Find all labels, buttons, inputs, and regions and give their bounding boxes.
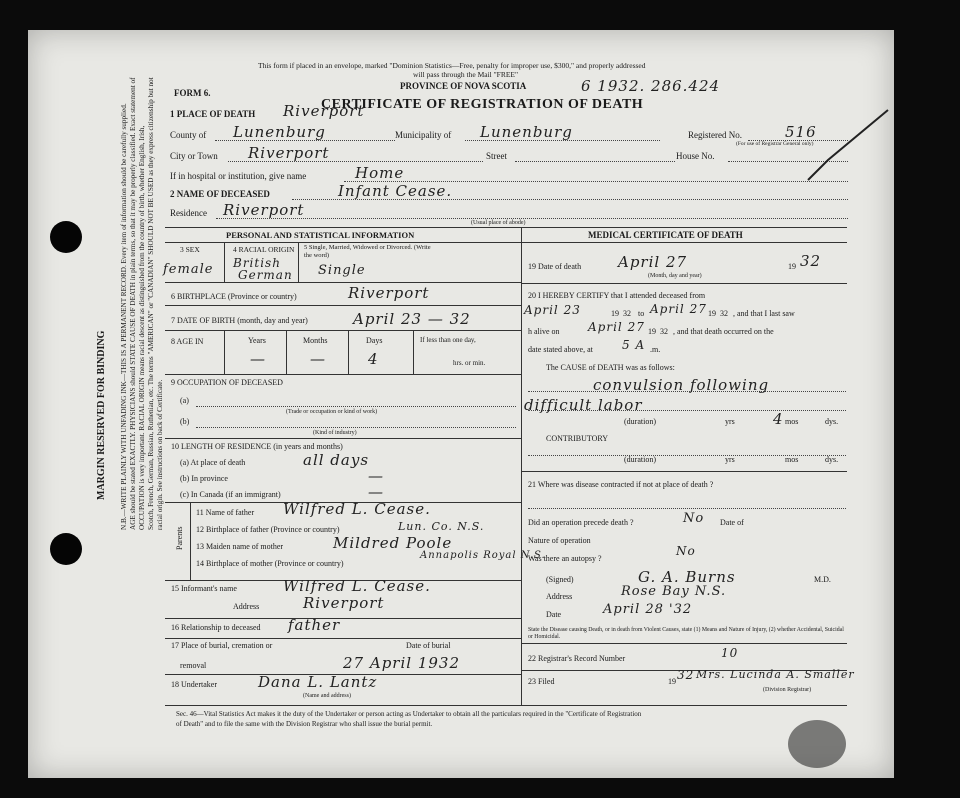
nature-operation-label: Nature of operation [528, 536, 591, 545]
undertaker-note: (Name and address) [303, 693, 351, 699]
instructions-line-2: AGE should be stated EXACTLY. PHYSICIANS should STATE CAUSE OF DEATH in plain terms, so that it may be properly classified. Exact statement of [129, 77, 137, 530]
margin-heading: MARGIN RESERVED FOR BINDING [96, 330, 107, 500]
operation-value: No [683, 511, 705, 526]
attended-to-year: 32 [720, 309, 728, 318]
undertaker-value: Dana L. Lantz [258, 673, 378, 691]
footer-line-2: of Death" and to file the same with the Division Registrar who shall issue the burial permit. [176, 720, 433, 728]
violent-causes-note: State the Disease causing Death, or in death from Violent Causes, state (1) Means and Nature of Injury, (2) whether Accidental, Suicidal or Homicidal. [528, 627, 844, 640]
attended-to-century: 19 [708, 309, 716, 318]
rule [298, 242, 299, 282]
registrar-record-label: 22 Registrar's Record Number [528, 654, 626, 663]
death-occurred-label: , and that death occurred on the [673, 327, 774, 336]
form-number: FORM 6. [174, 88, 211, 98]
residence-value: Riverport [223, 201, 305, 219]
mos-label-2: mos [785, 455, 799, 464]
duration-label-2: (duration) [624, 455, 656, 464]
yrs-label-2: yrs [725, 455, 735, 464]
removal-label: removal [180, 661, 207, 670]
cause-line-2: difficult labor [524, 396, 643, 414]
rule [165, 374, 521, 375]
physician-address-value: Rose Bay N.S. [621, 584, 727, 599]
county-value: Lunenburg [233, 123, 326, 141]
residence-b-label: (b) In province [180, 474, 228, 483]
attended-from-year: 32 [623, 309, 631, 318]
rule [165, 242, 521, 243]
residence-a-value: all days [303, 451, 370, 469]
informant-label: 15 Informant's name [171, 584, 237, 593]
duration-label-1: (duration) [624, 417, 656, 426]
mos-label-1: mos [785, 417, 799, 426]
informant-value: Wilfred L. Cease. [283, 577, 431, 595]
rule [528, 508, 846, 509]
burial-label: 17 Place of burial, cremation or [171, 641, 273, 650]
racial-origin-value-2: German [238, 268, 293, 282]
autopsy-label: Was there an autopsy ? [528, 554, 602, 563]
registered-no-label: Registered No. [688, 130, 742, 140]
rule [348, 330, 349, 374]
father-birthplace-value: Lun. Co. N.S. [398, 520, 485, 533]
center-divider [521, 227, 522, 705]
ink-stamp-smudge [788, 720, 846, 768]
age-label: 8 AGE IN [171, 337, 204, 346]
signed-label: (Signed) [546, 575, 574, 584]
place-of-death-value: Riverport [283, 102, 365, 120]
father-value: Wilfred L. Cease. [283, 500, 431, 518]
rule [196, 427, 516, 428]
days-label: Days [366, 336, 383, 345]
duration-mos-value: 4 [773, 410, 784, 428]
instructions-line-4: Scotch, French, German, Russian, Ruthenian, etc. The terms "AMERICAN" or "CANADIAN" SHOULD NOT BE USED as they express citizenship but not [147, 77, 155, 530]
last-saw-label: , and that I last saw [733, 309, 795, 318]
rule [165, 330, 521, 331]
municipality-value: Lunenburg [480, 123, 573, 141]
rule [521, 643, 847, 644]
mail-notice-line-1: This form if placed in an envelope, marked "Dominion Statistics—Free, penalty for improper use, $300," and properly addressed [258, 61, 646, 70]
rule [165, 618, 521, 619]
residence-c-value: — [368, 483, 384, 501]
age-years: — [250, 350, 266, 368]
father-birthplace-label: 12 Birthplace of father (Province or country) [196, 525, 340, 534]
less-than-day-label: If less than one day, [420, 336, 476, 344]
instructions-line-1: N.B.—WRITE PLAINLY WITH UNFADING INK—THIS IS A PERMANENT RECORD. Every item of information should be carefully supplied. [120, 103, 128, 530]
birthplace-value: Riverport [348, 284, 430, 302]
racial-origin-value: British [233, 256, 281, 270]
relationship-value: father [288, 616, 341, 634]
marital-label: 5 Single, Married, Widowed or Divorced. (Write the word) [304, 244, 431, 259]
rule [413, 330, 414, 374]
yrs-label-1: yrs [725, 417, 735, 426]
personal-heading: PERSONAL AND STATISTICAL INFORMATION [226, 230, 415, 240]
binding-hole-top [50, 221, 82, 253]
filed-year: 32 [677, 668, 695, 682]
marital-value: Single [318, 263, 366, 278]
municipality-label: Municipality of [395, 130, 452, 140]
dob-value: April 23 — 32 [353, 310, 471, 328]
city-label: City or Town [170, 151, 218, 161]
place-of-death-label: 1 PLACE OF DEATH [170, 109, 256, 119]
registrar-use-note: (For use of Registrar General only) [736, 141, 814, 147]
date-stated-label: date stated above, at [528, 345, 593, 354]
footer-line-1: Sec. 46—Vital Statistics Act makes it the duty of the Undertaker or person acting as Undertaker to obtain all the particulars required in the "Certificate of Registration [176, 710, 642, 718]
attended-from: April 23 [524, 303, 581, 317]
certify-label: 20 I HEREBY CERTIFY that I attended deceased from [528, 291, 706, 300]
rule [521, 242, 847, 243]
hrs-min-label: hrs. or min. [453, 359, 486, 367]
alive-on-century: 19 [648, 327, 656, 336]
age-days: 4 [368, 350, 379, 368]
dys-label-2: dys. [825, 455, 839, 464]
city-value: Riverport [248, 144, 330, 162]
md-label: M.D. [814, 575, 831, 584]
signed-value: G. A. Burns [638, 568, 736, 586]
dob-label: 7 DATE OF BIRTH (month, day and year) [171, 316, 308, 325]
occupation-a-note: (Trade or occupation or kind of work) [286, 409, 378, 415]
time-meridiem: .m. [650, 345, 661, 354]
operation-label: Did an operation precede death ? [528, 518, 634, 527]
province-heading: PROVINCE OF NOVA SCOTIA [400, 81, 527, 91]
parents-label: Parents [175, 526, 184, 550]
racial-origin-label: 4 RACIAL ORIGIN [233, 245, 295, 254]
months-label: Months [303, 336, 328, 345]
undertaker-label: 18 Undertaker [171, 680, 217, 689]
attended-from-century: 19 [611, 309, 619, 318]
instructions-line-3: OCCUPATION is very important. RACIAL ORIGIN means racial descent as distinguished from the country of birth, whether English, Irish, [138, 125, 146, 530]
alive-on-label: h alive on [528, 327, 560, 336]
mother-birthplace-label: 14 Birthplace of mother (Province or country) [196, 559, 344, 568]
date-of-death-century: 19 [788, 262, 796, 271]
residence-b-value: — [368, 467, 384, 485]
date-of-death-label: 19 Date of death [528, 262, 582, 271]
sex-label: 3 SEX [180, 245, 200, 254]
contributory-label: CONTRIBUTORY [546, 434, 609, 443]
cause-line-1: convulsion following [593, 376, 770, 394]
physician-address-label: Address [546, 592, 573, 601]
relationship-label: 16 Relationship to deceased [171, 623, 261, 632]
cause-label: The CAUSE of DEATH was as follows: [546, 363, 675, 372]
street-label: Street [486, 151, 507, 161]
rule [224, 330, 225, 374]
alive-on-value: April 27 [588, 320, 645, 334]
mother-label: 13 Maiden name of mother [196, 542, 284, 551]
time-of-death: 5 A [622, 338, 646, 352]
date-of-death-note: (Month, day and year) [648, 273, 702, 279]
age-months: — [310, 350, 326, 368]
mother-birthplace-value: Annapolis Royal N.S. [420, 550, 546, 561]
rule [165, 305, 521, 306]
operation-date-label: Date of [720, 518, 744, 527]
mail-notice-line-2: will pass through the Mail "FREE" [413, 70, 519, 79]
house-no-label: House No. [676, 151, 715, 161]
years-label: Years [248, 336, 266, 345]
rule [165, 282, 521, 283]
residence-label: Residence [170, 208, 207, 218]
attended-to: April 27 [650, 302, 707, 316]
certificate-paper [28, 30, 894, 778]
rule [165, 638, 521, 639]
informant-address-value: Riverport [303, 594, 385, 612]
hospital-value: Home [355, 164, 405, 182]
registered-no-value: 516 [785, 123, 817, 141]
certificate-title: CERTIFICATE OF REGISTRATION OF DEATH [321, 97, 644, 112]
table-top-rule [165, 227, 847, 228]
rule [190, 502, 191, 580]
table-bottom-rule [165, 705, 847, 706]
rule [224, 242, 225, 282]
occupation-label: 9 OCCUPATION OF DECEASED [171, 378, 283, 387]
mother-value: Mildred Poole [333, 534, 453, 552]
rule [286, 330, 287, 374]
burial-date-label: Date of burial [406, 641, 451, 650]
signed-date-label: Date [546, 610, 562, 619]
occupation-b-note: (Kind of industry) [313, 430, 357, 436]
birthplace-label: 6 BIRTHPLACE (Province or country) [171, 292, 297, 301]
autopsy-value: No [676, 544, 696, 558]
instructions-line-5: racial origin. See instructions on back of Certificate. [156, 379, 164, 530]
residence-a-label: (a) At place of death [180, 458, 246, 467]
rule [196, 406, 516, 407]
rule [521, 283, 847, 284]
occupation-b: (b) [180, 417, 190, 426]
registrar-record-value: 10 [721, 646, 739, 660]
dys-label-1: dys. [825, 417, 839, 426]
filed-century: 19 [668, 677, 676, 686]
alive-on-year: 32 [660, 327, 668, 336]
informant-address-label: Address [233, 602, 260, 611]
residence-line [216, 218, 848, 219]
residence-c-label: (c) In Canada (if an immigrant) [180, 490, 281, 499]
residence-length-label: 10 LENGTH OF RESIDENCE (in years and months) [171, 442, 343, 451]
signed-date-value: April 28 '32 [603, 602, 693, 617]
name-of-deceased-value: Infant Cease. [338, 182, 453, 200]
rule [521, 471, 847, 472]
where-contracted-label: 21 Where was disease contracted if not at place of death ? [528, 480, 714, 489]
hospital-label: If in hospital or institution, give name [170, 171, 307, 181]
file-number: 6 1932. 286.424 [581, 77, 721, 95]
check-mark-icon [788, 100, 898, 190]
date-of-death-year: 32 [800, 252, 822, 270]
street-line [515, 161, 675, 162]
name-of-deceased-label: 2 NAME OF DECEASED [170, 189, 270, 199]
division-registrar-signature: Mrs. Lucinda A. Smaller [696, 668, 855, 681]
to-label: to [638, 309, 645, 318]
binding-hole-bottom [50, 533, 82, 565]
father-label: 11 Name of father [196, 508, 255, 517]
burial-date-value: 27 April 1932 [343, 654, 460, 672]
filed-label: 23 Filed [528, 677, 555, 686]
usual-abode-note: (Usual place of abode) [471, 220, 526, 226]
medical-heading: MEDICAL CERTIFICATE OF DEATH [588, 230, 743, 240]
date-of-death-value: April 27 [618, 253, 688, 271]
county-label: County of [170, 130, 207, 140]
sex-value: female [163, 262, 214, 277]
rule [165, 438, 521, 439]
division-registrar-note: (Division Registrar) [763, 687, 812, 693]
occupation-a: (a) [180, 396, 189, 405]
